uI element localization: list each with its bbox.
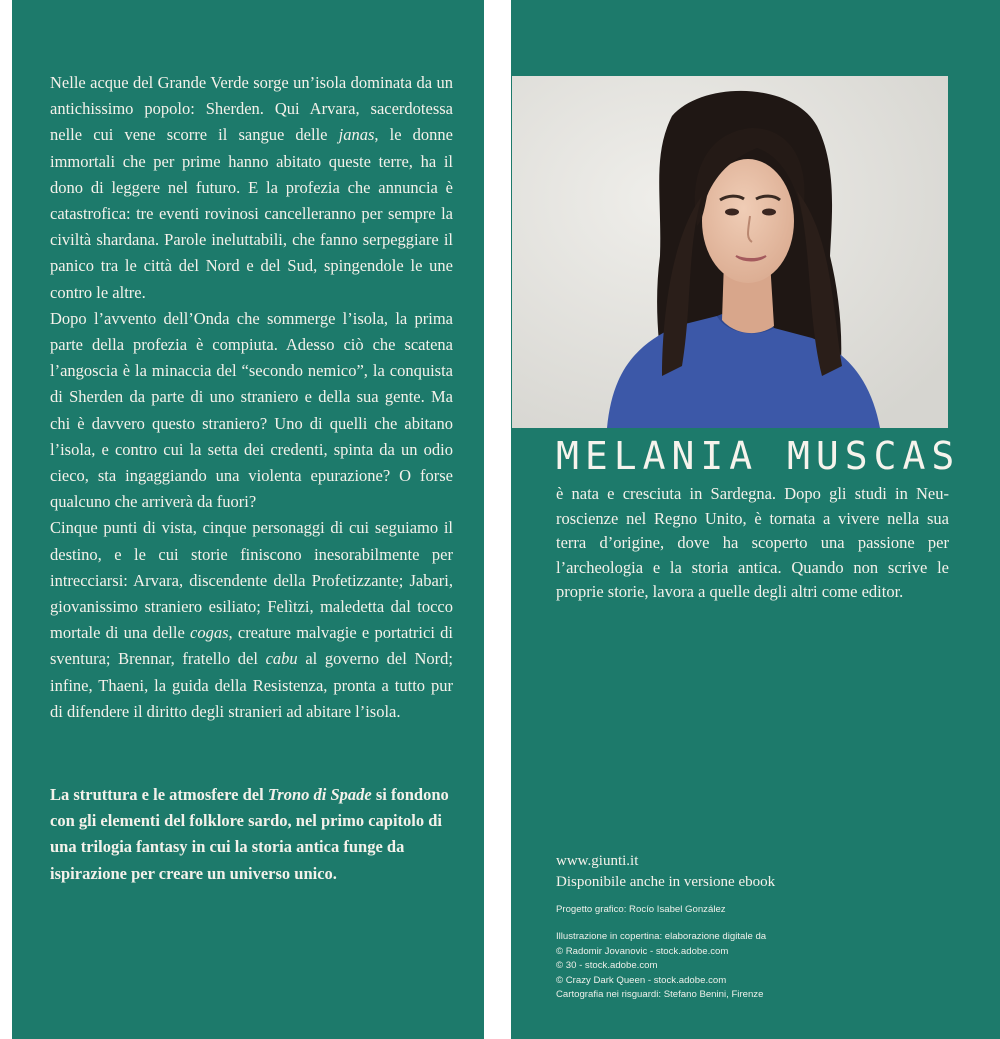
author-bio: è nata e cresciuta in Sardegna. Dopo gli studi in Neuroscienze nel Regno Unito, è tornata a vivere nella sua terra d’origine, dove ha scoperto una passione per l’archeologia e la storia antica. Quando non scrive le proprie storie, lavora a quelle degli altri come editor. — [556, 484, 949, 601]
ebook-note: Disponibile anche in versione ebook — [556, 874, 776, 890]
text-run: Cinque punti di vista, cinque personaggi di cui seguiamo il destino, e le cui storie finiscono inesorabilmente per intrecciarsi: Arvara, discendente della Profetizzante; Jabari, giovanissimo straniero esiliato; Felìtzi, maledetta dal tocco mortale di una delle — [50, 518, 453, 643]
synopsis-paragraph — [50, 70, 453, 306]
credit-line: Illustrazione in copertina: elaborazione digitale da — [556, 931, 767, 943]
author-name: MELANIA MUSCAS — [556, 434, 961, 478]
website-text: www.giunti.it — [556, 853, 639, 869]
text-run: , creature malvagie e portatrici di sventura; Brennar, fratello del — [50, 623, 453, 669]
text-run: , le donne immortali che per prime hanno abitato queste terre, ha il dono di leggere nel futuro. E la profezia che annuncia è catastrofica: tre eventi rovinosi cancelleranno per sempre la civiltà shardana. Parole ineluttabili, che fanno serpeggiare il panico tra le città del Nord e del Sud, spingendole le une contro le altre. — [50, 125, 454, 302]
credit-line: © Crazy Dark Queen - stock.adobe.com — [556, 974, 727, 986]
credits-block — [556, 903, 976, 1002]
text-run: Nelle acque del Grande Verde sorge un’isola dominata da un antichissimo popolo: Sherden. Qui Arvara, sacerdotessa nelle cui vene scorre il sangue delle — [50, 73, 453, 145]
italic-term: janas — [338, 125, 375, 145]
credit-line: © 30 - stock.adobe.com — [556, 960, 658, 972]
synopsis-paragraph — [50, 515, 453, 725]
text-run: si fondono con gli elementi del folklore sardo, nel primo capitolo di una trilogia fantasy in cui la storia antica funge da ispirazione per creare un universo unico. — [50, 785, 449, 883]
italic-term: cogas — [190, 623, 229, 643]
italic-term: cabu — [265, 649, 298, 669]
graphic-design-credit: Progetto grafico: Rocío Isabel González — [556, 904, 726, 915]
back-cover-panel — [12, 0, 484, 1039]
credit-line: © Radomir Jovanovic - stock.adobe.com — [556, 945, 729, 957]
text-run: La struttura e le atmosfere del — [50, 785, 268, 804]
text-run: Dopo l’avvento dell’Onda che sommerge l’isola, la prima parte della profezia è compiuta. Adesso ciò che scatena l’angoscia è la minaccia del “secondo nemico”, la conquista di Sherden da parte di uno straniero e della sua gente. Ma chi è davvero questo straniero? Uno di quelli che abitano l’isola, e contro cui la setta dei credenti, spinta da un odio cieco, sta ingaggiando una violenta epurazione? O forse qualcuno che arriverà da fuori? — [50, 308, 453, 512]
credit-line: Cartografia nei risguardi: Stefano Benini, Firenze — [556, 989, 764, 1001]
synopsis-text — [50, 70, 453, 725]
author-flap-panel — [511, 0, 1000, 1039]
tagline-text — [50, 782, 453, 887]
text-run: al governo del Nord; infine, Thaeni, la guida della Resistenza, pronta a tutto pur di difendere il diritto degli stranieri ad abitare l’isola. — [50, 649, 453, 721]
italic-title: Trono di Spade — [267, 785, 372, 804]
author-photo — [512, 76, 948, 428]
publisher-info — [556, 851, 956, 893]
synopsis-paragraph — [50, 306, 453, 516]
